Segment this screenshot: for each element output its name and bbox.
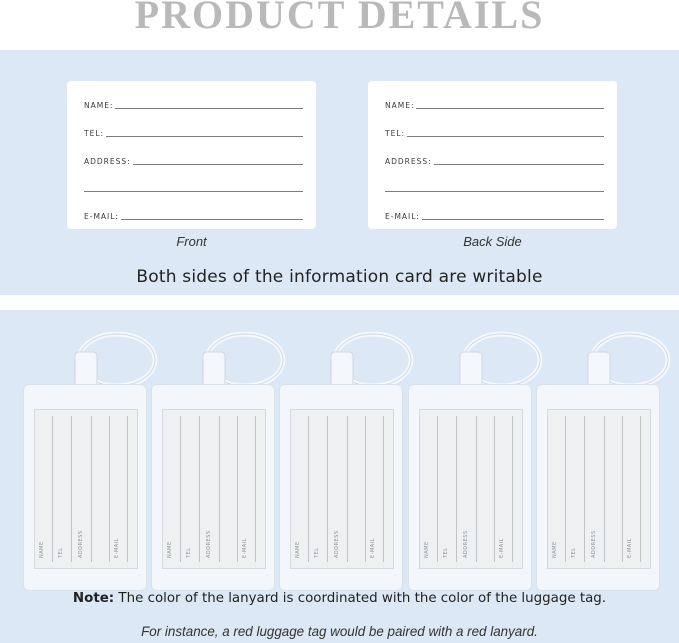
example-text: For instance, a red luggage tag would be paired with a red lanyard. [141, 624, 538, 639]
tag-field-label: E-MAIL [370, 538, 376, 558]
card-field-email [84, 207, 303, 221]
front-caption: Front [176, 234, 207, 249]
back-caption: Back Side [463, 234, 522, 249]
tag-insert-card [419, 409, 523, 569]
card-field-address [84, 152, 303, 166]
tag-write-line [52, 416, 53, 562]
writable-text: Both sides of the information card are writable [136, 267, 543, 287]
tag-write-line [91, 416, 92, 562]
tag-field-label: ADDRESS [591, 530, 597, 558]
tag-insert-card [162, 409, 266, 569]
write-line [106, 136, 303, 137]
tag-write-line [255, 416, 256, 562]
write-line [121, 219, 303, 220]
tag-field-label: NAME [552, 541, 558, 558]
luggage-tag [23, 326, 147, 591]
tag-field-label: TEL [571, 547, 577, 558]
write-line [434, 164, 604, 165]
page-title: PRODUCT DETAILS [134, 0, 545, 37]
back-card [368, 81, 617, 229]
tag-write-line [604, 416, 605, 562]
tag-field-label: NAME [295, 541, 301, 558]
card-field-tel [385, 124, 604, 138]
write-line [115, 108, 303, 109]
tag-field-label: ADDRESS [334, 530, 340, 558]
field-label: TEL: [385, 129, 406, 138]
tag-field-label: ADDRESS [78, 530, 84, 558]
luggage-tags-panel [0, 310, 679, 643]
tag-field-label: TEL [443, 547, 449, 558]
tag-write-line [219, 416, 220, 562]
tag-write-line [584, 416, 585, 562]
tag-write-line [456, 416, 457, 562]
tag-write-line [237, 416, 238, 562]
tag-field-label: E-MAIL [499, 538, 505, 558]
write-line [422, 219, 604, 220]
tag-write-line [512, 416, 513, 562]
front-card [67, 81, 316, 229]
tag-write-line [71, 416, 72, 562]
info-card-panel [0, 50, 679, 295]
card-field-blank [385, 179, 604, 193]
card-field-name [84, 96, 303, 110]
tag-field-label: NAME [424, 541, 430, 558]
tag-field-label: E-MAIL [627, 538, 633, 558]
field-label: E-MAIL: [84, 212, 119, 221]
tag-field-label: TEL [58, 547, 64, 558]
tag-write-line [494, 416, 495, 562]
tag-write-line [199, 416, 200, 562]
tag-field-label: NAME [39, 541, 45, 558]
tag-field-label: ADDRESS [206, 530, 212, 558]
tag-write-line [109, 416, 110, 562]
field-label: NAME: [385, 101, 415, 110]
write-line [133, 164, 303, 165]
tag-field-label: ADDRESS [463, 530, 469, 558]
card-field-address [385, 152, 604, 166]
write-line [385, 191, 604, 192]
field-label: ADDRESS: [385, 157, 432, 166]
luggage-tag [536, 326, 660, 591]
tag-write-line [327, 416, 328, 562]
field-label: ADDRESS: [84, 157, 131, 166]
tag-write-line [347, 416, 348, 562]
write-line [407, 136, 604, 137]
field-label: NAME: [84, 101, 114, 110]
tag-write-line [365, 416, 366, 562]
field-label: E-MAIL: [385, 212, 420, 221]
tag-write-line [308, 416, 309, 562]
write-line [416, 108, 604, 109]
tag-write-line [180, 416, 181, 562]
tag-write-line [127, 416, 128, 562]
tag-field-label: E-MAIL [242, 538, 248, 558]
field-label: TEL: [84, 129, 105, 138]
tag-body [151, 384, 275, 591]
tag-insert-card [290, 409, 394, 569]
card-field-blank [84, 179, 303, 193]
note-text: The color of the lanyard is coordinated with the color of the luggage tag. [114, 591, 607, 606]
tag-write-line [383, 416, 384, 562]
tag-write-line [437, 416, 438, 562]
card-field-tel [84, 124, 303, 138]
luggage-tag [408, 326, 532, 591]
lanyard-note [0, 591, 679, 606]
card-field-email [385, 207, 604, 221]
tag-field-label: NAME [167, 541, 173, 558]
tag-body [23, 384, 147, 591]
note-label: Note: [72, 591, 115, 606]
card-field-name [385, 96, 604, 110]
tag-body [408, 384, 532, 591]
tag-insert-card [547, 409, 651, 569]
tag-field-label: TEL [314, 547, 320, 558]
tag-body [536, 384, 660, 591]
tag-field-label: TEL [186, 547, 192, 558]
luggage-tag [151, 326, 275, 591]
tag-field-label: E-MAIL [114, 538, 120, 558]
tag-insert-card [34, 409, 138, 569]
tag-write-line [476, 416, 477, 562]
tag-write-line [640, 416, 641, 562]
tag-body [279, 384, 403, 591]
write-line [84, 191, 303, 192]
tag-write-line [622, 416, 623, 562]
tag-write-line [565, 416, 566, 562]
luggage-tag [279, 326, 403, 591]
